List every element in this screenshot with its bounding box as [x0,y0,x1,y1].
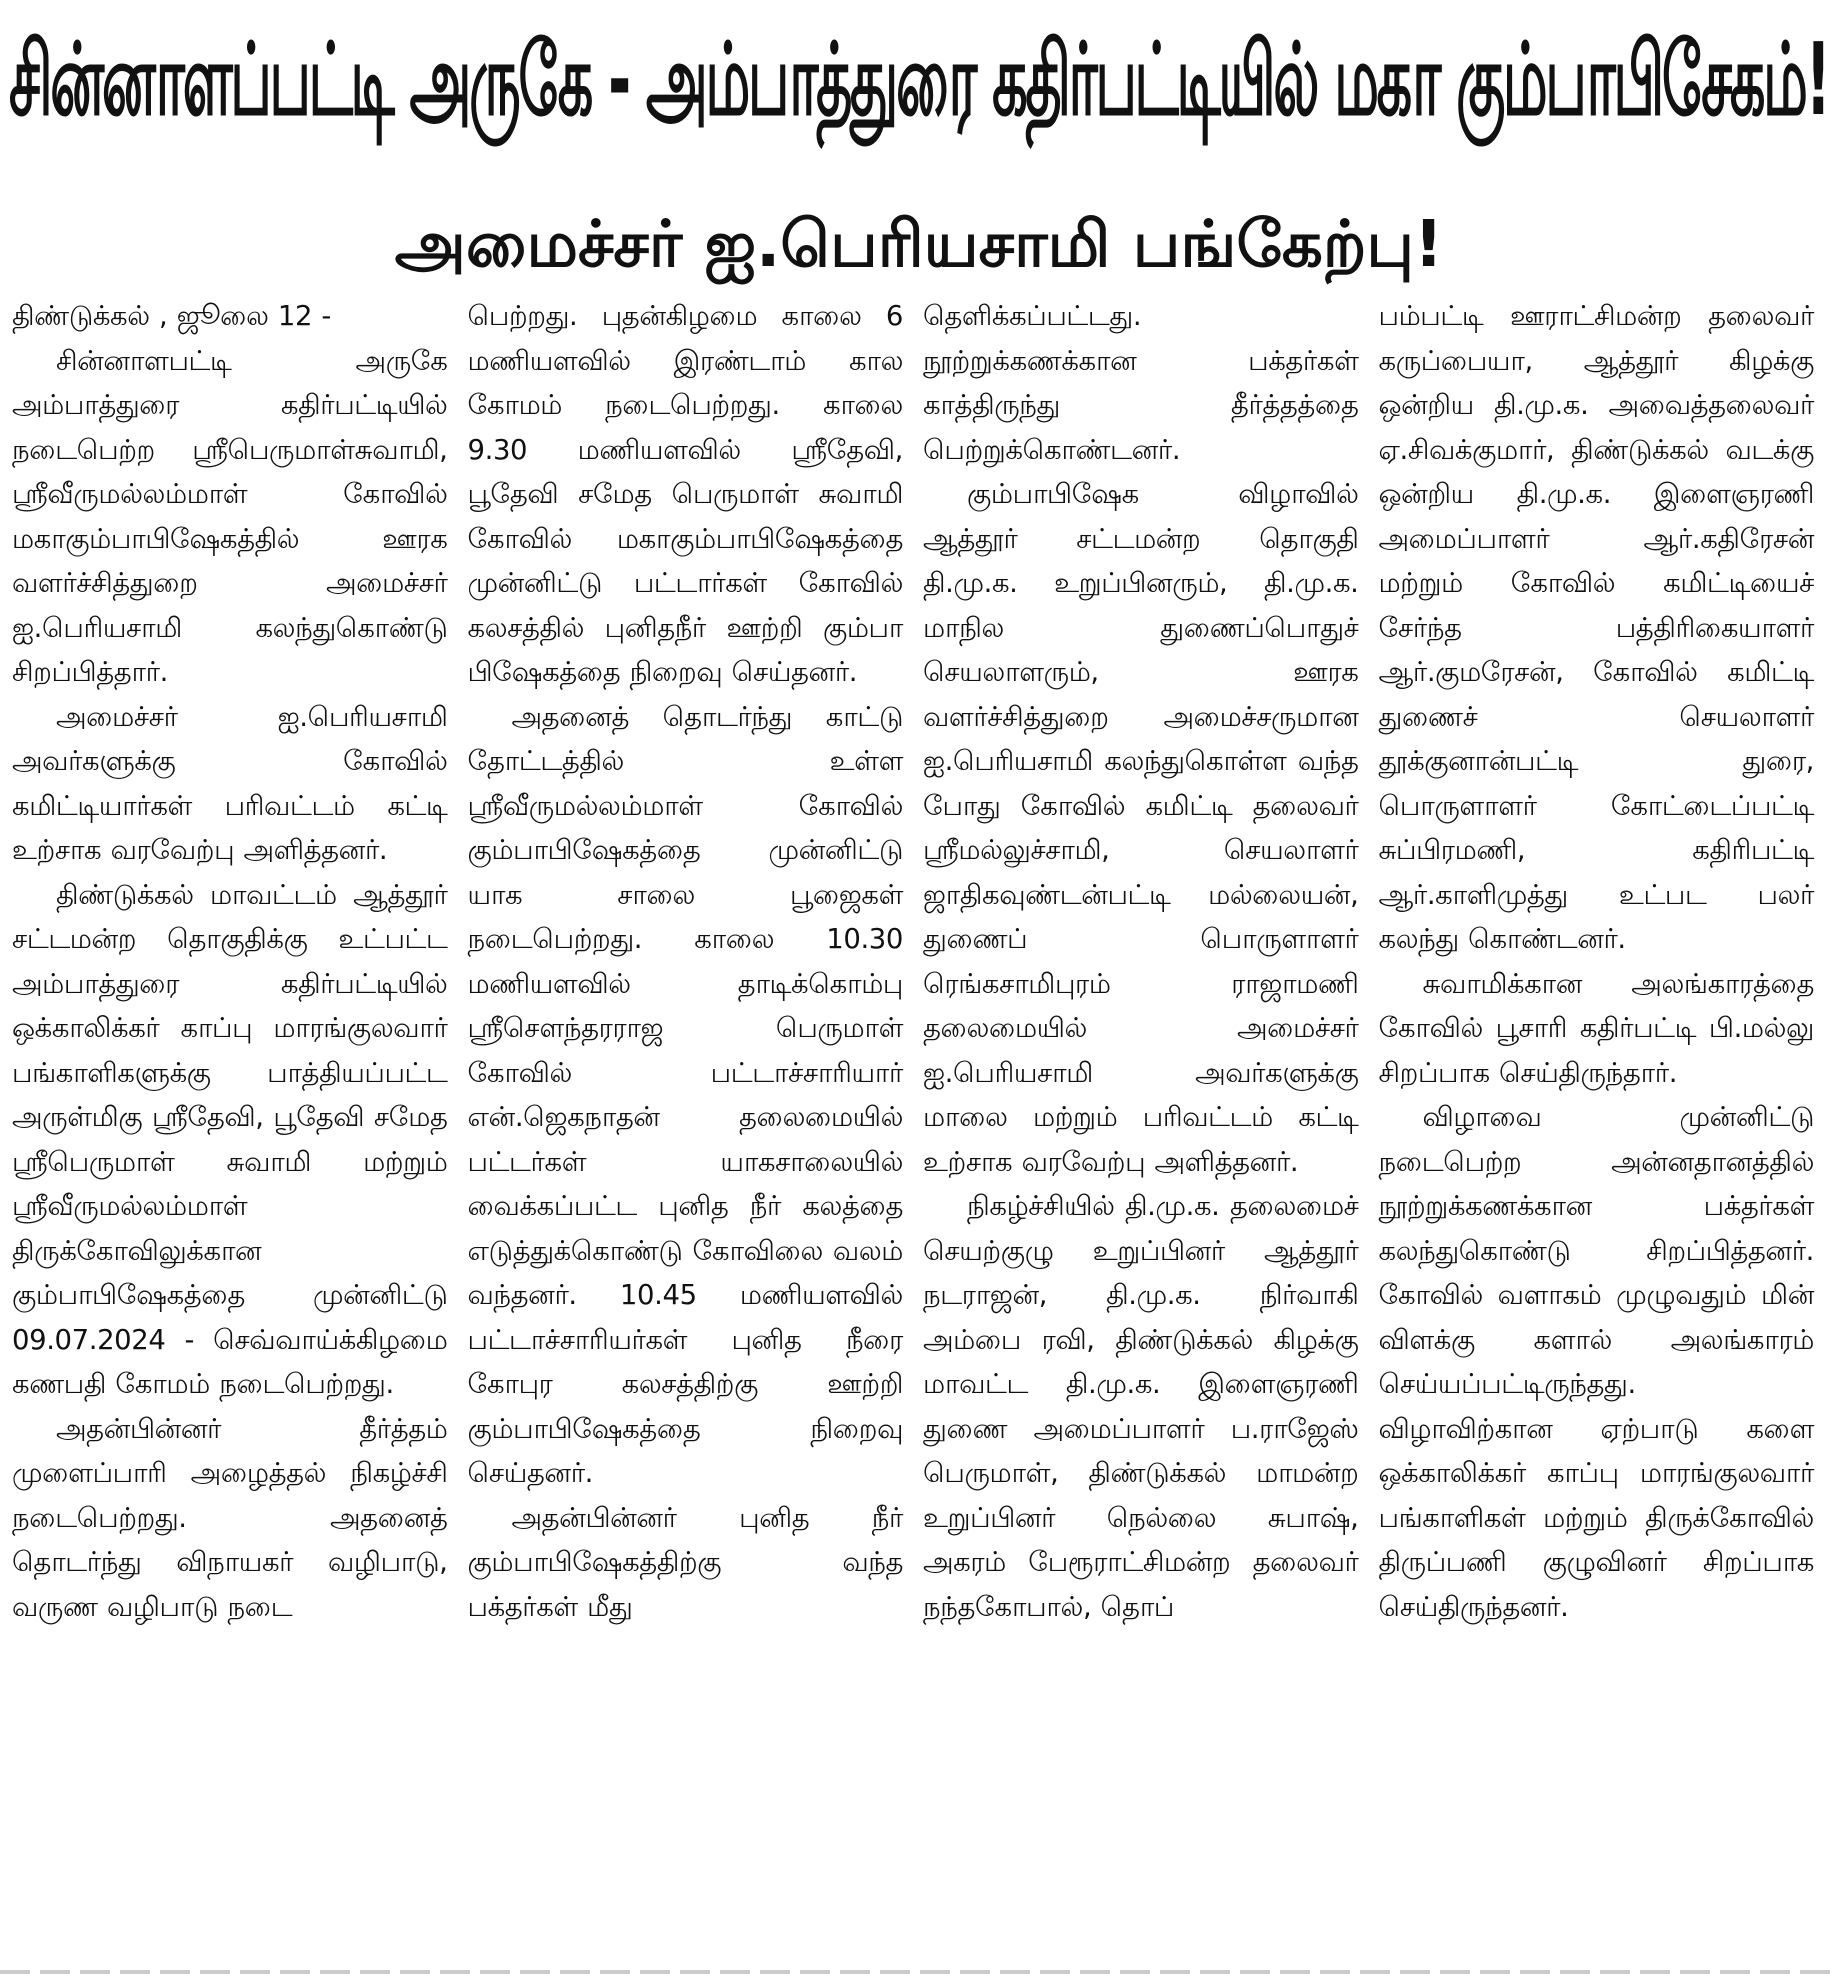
headline-text: சின்னாளப்பட்டி அருகே - அம்பாத்துரை கதிர்பட்டியில் மகா கும்பாபிசேகம்! [9,21,1829,139]
article-paragraph: அதன்பின்னர் தீர்த்தம் முளைப்பாரி அழைத்தல் நிகழ்ச்சி நடைபெற்றது. அதனைத் தொடர்ந்து விநாயகர் வழிபாடு, வருண வழிபாடு நடை [12,1412,448,1623]
article-paragraph: அமைச்சர் ஐ.பெரியசாமி அவர்களுக்கு கோவில் கமிட்டியார்கள் பரிவட்டம் கட்டி உற்சாக வரவேற்பு அளித்தனர். [12,700,448,866]
headline [0,0,1838,188]
article-column-1 [8,294,464,1962]
article-paragraph: அதனைத் தொடர்ந்து காட்டு தோட்டத்தில் உள்ள ஸ்ரீவீருமல்லம்மாள் கோவில் கும்பாபிஷேகத்தை முன்னிட்டு யாக சாலை பூஜைகள் நடைபெற்றது. காலை 10.30 மணியளவில் தாடிக்கொம்பு ஸ்ரீசௌந்தரராஜ பெருமாள் கோவில் பட்டாச்சாரியார் என்.ஜெகநாதன் தலைமையில் பட்டர்கள் யாகசாலையில் வைக்கப்பட்ட புனித நீர் கலத்தை எடுத்துக்கொண்டு கோவிலை வலம் வந்தனர். 10.45 மணியளவில் பட்டாச்சாரியர்கள் புனித நீரை கோபுர கலசத்திற்கு ஊற்றி கும்பாபிஷேகத்தை நிறைவு செய்தனர். [467,700,903,1489]
article-paragraph: பம்பட்டி ஊராட்சிமன்ற தலைவர் கருப்பையா, ஆத்தூர் கிழக்கு ஒன்றிய தி.மு.க. அவைத்தலைவர் ஏ.சிவக்குமார், திண்டுக்கல் வடக்கு ஒன்றிய தி.மு.க. இளைஞரணி அமைப்பாளர் ஆர்.கதிரேசன் மற்றும் கோவில் கமிட்டியைச் சேர்ந்த பத்திரிகையாளர் ஆர்.குமரேசன், கோவில் கமிட்டி துணைச் செயலாளர் தூக்குனான்பட்டி துரை, பொருளாளர் கோட்டைப்பட்டி சுப்பிரமணி, கதிரிபட்டி ஆர்.காளிமுத்து உட்பட பலர் கலந்து கொண்டனர். [1378,300,1814,955]
subheadline: அமைச்சர் ஐ.பெரியசாமி பங்கேற்பு! [394,208,1444,282]
article-paragraph: நிகழ்ச்சியில் தி.மு.க. தலைமைச் செயற்குழு உறுப்பினர் ஆத்தூர் நடராஜன், தி.மு.க. நிர்வாகி அம்பை ரவி, திண்டுக்கல் கிழக்கு மாவட்ட தி.மு.க. இளைஞரணி துணை அமைப்பாளர் ப.ராஜேஸ் பெருமாள், திண்டுக்கல் மாமன்ற உறுப்பினர் நெல்லை சுபாஷ், அகரம் பேரூராட்சிமன்ற தலைவர் நந்தகோபால், தொப் [923,1190,1359,1623]
article-column-3 [919,294,1375,1962]
bottom-divider [0,1970,1838,1974]
article-paragraph: சின்னாளபட்டி அருகே அம்பாத்துரை கதிர்பட்டியில் நடைபெற்ற ஸ்ரீபெருமாள்சுவாமி, ஸ்ரீவீருமல்லம்மாள் கோவில் மகாகும்பாபிஷேகத்தில் ஊரக வளர்ச்சித்துறை அமைச்சர் ஐ.பெரியசாமி கலந்துகொண்டு சிறப்பித்தார். [12,344,448,688]
article-paragraph: விழாவை முன்னிட்டு நடைபெற்ற அன்னதானத்தில் நூற்றுக்கணக்கான பக்தர்கள் கலந்துகொண்டு சிறப்பித்தனர். கோவில் வளாகம் முழுவதும் மின் விளக்கு களால் அலங்காரம் செய்யப்பட்டிருந்தது. விழாவிற்கான ஏற்பாடு களை ஒக்காலிக்கர் காப்பு மாரங்குலவார் பங்காளிகள் மற்றும் திருக்கோவில் திருப்பணி குழுவினர் சிறப்பாக செய்திருந்தனர். [1378,1101,1814,1623]
dateline: திண்டுக்கல் , ஜூலை 12 - [12,300,331,332]
article-paragraph: கும்பாபிஷேக விழாவில் ஆத்தூர் சட்டமன்ற தொகுதி தி.மு.க. உறுப்பினரும், தி.மு.க. மாநில துணைப்பொதுச் செயலாளரும், ஊரக வளர்ச்சித்துறை அமைச்சருமான ஐ.பெரியசாமி கலந்துகொள்ள வந்த போது கோவில் கமிட்டி தலைவர் ஸ்ரீமல்லுச்சாமி, செயலாளர் ஜாதிகவுண்டன்பட்டி மல்லையன், துணைப் பொருளாளர் ரெங்கசாமிபுரம் ராஜாமணி தலைமையில் அமைச்சர் ஐ.பெரியசாமி அவர்களுக்கு மாலை மற்றும் பரிவட்டம் கட்டி உற்சாக வரவேற்பு அளித்தனர். [923,478,1359,1178]
article-paragraph: அதன்பின்னர் புனித நீர் கும்பாபிஷேகத்திற்கு வந்த பக்தர்கள் மீது [467,1501,903,1623]
article-paragraph: தெளிக்கப்பட்டது. நூற்றுக்கணக்கான பக்தர்கள் காத்திருந்து தீர்த்தத்தை பெற்றுக்கொண்டனர். [923,300,1359,466]
article-column-2 [464,294,920,1962]
article-column-4 [1375,294,1831,1962]
article-columns [8,294,1830,1962]
article-paragraph: பெற்றது. புதன்கிழமை காலை 6 மணியளவில் இரண்டாம் கால கோமம் நடைபெற்றது. காலை 9.30 மணியளவில் ஸ்ரீதேவி, பூதேவி சமேத பெருமாள் சுவாமி கோவில் மகாகும்பாபிஷேகத்தை முன்னிட்டு பட்டார்கள் கோவில் கலசத்தில் புனிதநீர் ஊற்றி கும்பா பிஷேகத்தை நிறைவு செய்தனர். [467,300,903,688]
article-paragraph: திண்டுக்கல் மாவட்டம் ஆத்தூர் சட்டமன்ற தொகுதிக்கு உட்பட்ட அம்பாத்துரை கதிர்பட்டியில் ஒக்காலிக்கர் காப்பு மாரங்குலவார் பங்காளிகளுக்கு பாத்தியப்பட்ட அருள்மிகு ஸ்ரீதேவி, பூதேவி சமேத ஸ்ரீபெருமாள் சுவாமி மற்றும் ஸ்ரீவீருமல்லம்மாள் திருக்கோவிலுக்கான கும்பாபிஷேகத்தை முன்னிட்டு 09.07.2024 - செவ்வாய்க்கிழமை கணபதி கோமம் நடைபெற்றது. [12,878,448,1400]
article-paragraph: சுவாமிக்கான அலங்காரத்தை கோவில் பூசாரி கதிர்பட்டி பி.மல்லு சிறப்பாக செய்திருந்தார். [1378,967,1814,1089]
